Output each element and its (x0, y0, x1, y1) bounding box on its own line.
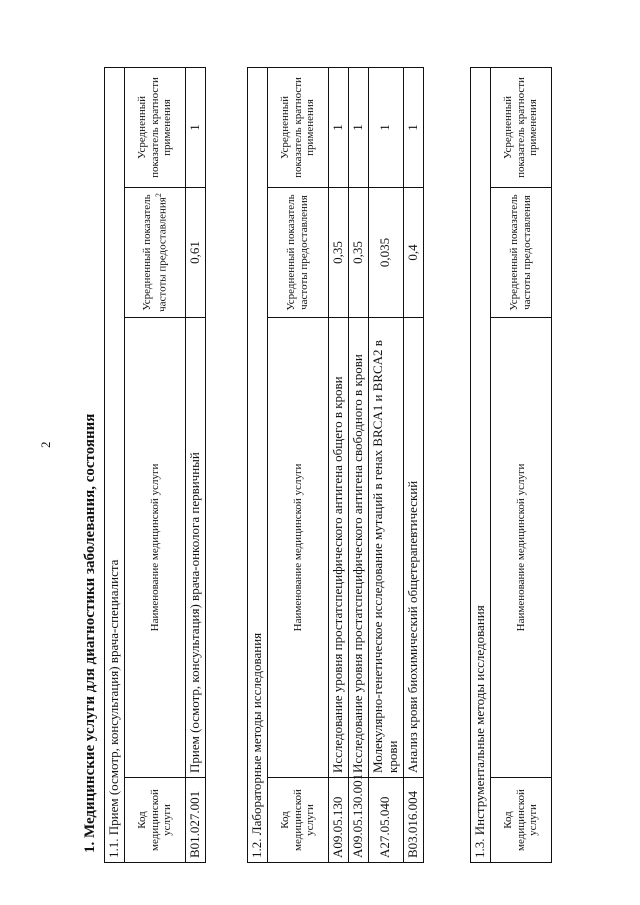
service-code: B01.027.001 (185, 778, 205, 863)
header-code: Код медицинской услуги (490, 778, 551, 863)
multiplicity-value: 1 (328, 67, 348, 187)
frequency-value: 0,61 (185, 188, 205, 318)
header-freq: Усредненный показатель частоты предоставления (267, 188, 328, 318)
service-code: B03.016.004 (403, 778, 423, 863)
frequency-value: 0,4 (403, 188, 423, 318)
service-name: Молекулярно-генетическое исследование мутаций в генах BRCA1 и BRCA2 в крови (368, 318, 403, 778)
service-code: A09.05.130.001 (348, 778, 368, 863)
header-code: Код медицинской услуги (267, 778, 328, 863)
table-row (403, 67, 423, 862)
frequency-value: 0,035 (368, 188, 403, 318)
service-name: Прием (осмотр, консультация) врача-онколога первичный (185, 318, 205, 778)
section-title: 1. Медицинские услуги для диагностики заболевания, состояния (82, 413, 98, 853)
table-row (185, 67, 205, 862)
table-row (328, 67, 348, 862)
service-name: Анализ крови биохимический общетерапевтический (403, 318, 423, 778)
table-instrumental (470, 67, 552, 863)
table-lab-tests (247, 67, 424, 863)
service-name: Исследование уровня простатспецифического антигена общего в крови (328, 318, 348, 778)
service-name: Исследование уровня простатспецифического антигена свободного в крови (348, 318, 368, 778)
table-title: 1.3. Инструментальные методы исследования (471, 67, 491, 862)
header-name: Наименование медицинской услуги (267, 318, 328, 778)
table-row (348, 67, 368, 862)
multiplicity-value: 1 (348, 67, 368, 187)
table-title: 1.1. Прием (осмотр, консультация) врача-специалиста (105, 67, 125, 862)
header-mult: Усредненный показатель кратности применения (267, 67, 328, 187)
header-freq: Усредненный показатель частоты предоставления$^2$ (124, 188, 185, 318)
multiplicity-value: 1 (368, 67, 403, 187)
header-code: Код медицинской услуги (124, 778, 185, 863)
header-name: Наименование медицинской услуги (124, 318, 185, 778)
document-body (82, 65, 602, 865)
frequency-value: 0,35 (348, 188, 368, 318)
table-consultations (104, 67, 206, 863)
page-number: 2 (38, 441, 53, 448)
header-mult: Усредненный показатель кратности применения (490, 67, 551, 187)
multiplicity-value: 1 (403, 67, 423, 187)
frequency-value: 0,35 (328, 188, 348, 318)
header-mult: Усредненный показатель кратности применения (124, 67, 185, 187)
table-row (368, 67, 403, 862)
table-title: 1.2. Лабораторные методы исследования (248, 67, 268, 862)
multiplicity-value: 1 (185, 67, 205, 187)
service-code: A09.05.130 (328, 778, 348, 863)
header-freq: Усредненный показатель частоты предоставления (490, 188, 551, 318)
service-code: A27.05.040 (368, 778, 403, 863)
header-name: Наименование медицинской услуги (490, 318, 551, 778)
